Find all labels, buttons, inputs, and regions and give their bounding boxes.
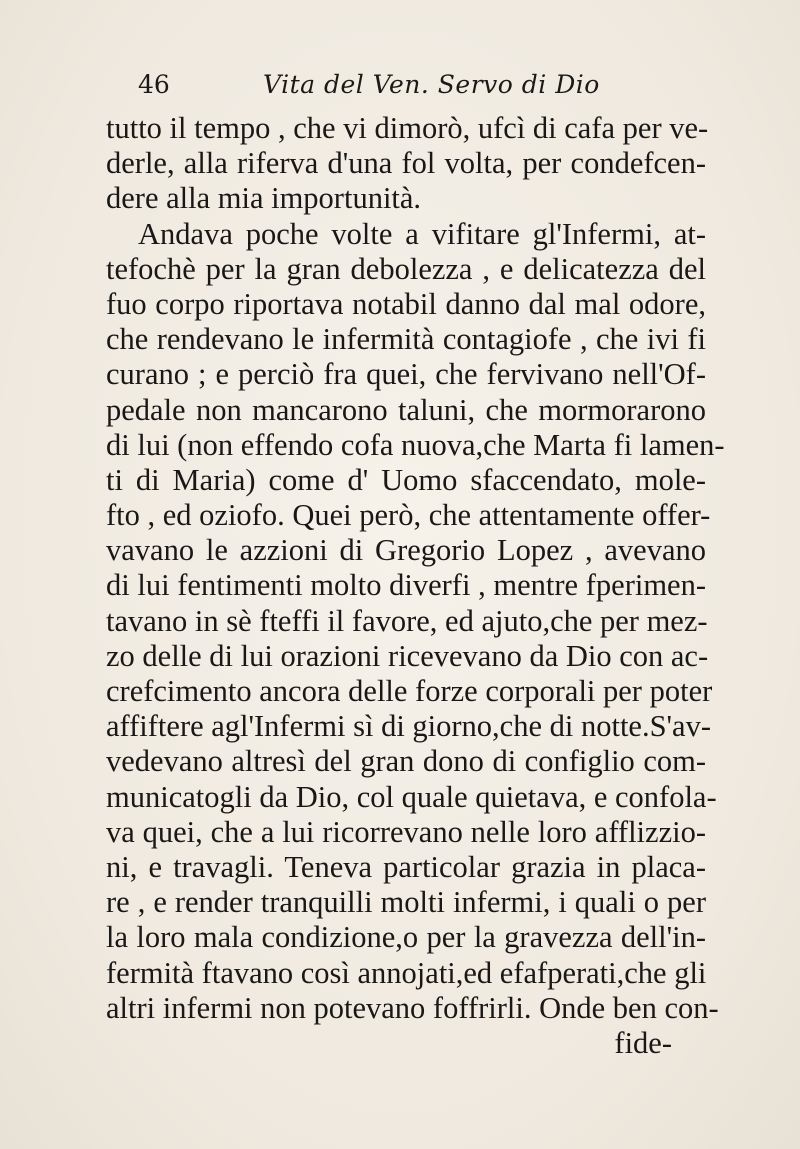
page-number: 46 xyxy=(138,70,170,99)
text-line: altri infermi non potevano foffrirli. Onde ben con- xyxy=(106,990,719,1025)
catchword: fide- xyxy=(614,1025,672,1060)
text-line: municatogli da Dio, col quale quietava, e confola- xyxy=(106,779,717,814)
text-line: la loro mala condizione,o per la gravezza dell'in- xyxy=(106,920,706,955)
text-line: ti di Maria) come d' Uomo sfaccendato, mole- xyxy=(106,462,706,497)
text-line: di lui fentimenti molto diverfi , mentre fperimen- xyxy=(106,568,706,603)
text-line: fermità ftavano così annojati,ed efafperati,che gli xyxy=(106,955,707,990)
running-title: Vita del Ven. Servo di Dio xyxy=(263,70,600,99)
text-line: re , e render tranquilli molti infermi, i quali o per xyxy=(106,885,706,920)
text-line: vedevano altresì del gran dono di configlio com- xyxy=(106,744,706,779)
text-line: vavano le azzioni di Gregorio Lopez , avevano xyxy=(106,533,706,568)
text-line: crefcimento ancora delle forze corporali per poter xyxy=(106,674,713,708)
text-line: tavano in sè fteffi il favore, ed ajuto,che per mez- xyxy=(106,603,708,638)
text-line: Andava poche volte a vifitare gl'Infermi, at- xyxy=(138,216,706,251)
text-line: che rendevano le infermità contagiofe , che ivi fi xyxy=(106,322,706,357)
text-line: fto , ed oziofo. Quei però, che attentamente offer- xyxy=(106,498,711,533)
text-line: ni, e travagli. Teneva particolar grazia in placa- xyxy=(106,849,706,884)
body-text xyxy=(106,111,725,1061)
text-line: derle, alla riferva d'una fol volta, per condefcen- xyxy=(106,146,706,181)
text-line: affiftere agl'Infermi sì di giorno,che di notte.S'av- xyxy=(106,709,711,744)
text-line: fuo corpo riportava notabil danno dal mal odore, xyxy=(106,286,706,321)
text-line: tefochè per la gran debolezza , e delicatezza del xyxy=(106,251,706,286)
text-line: dere alla mia importunità. xyxy=(106,181,422,216)
page-header xyxy=(138,70,698,110)
text-line: di lui (non effendo cofa nuova,che Marta fi lamen- xyxy=(106,427,725,462)
text-line: pedale non mancarono taluni, che mormorarono xyxy=(106,392,706,427)
text-line: curano ; e perciò fra quei, che fervivano nell'Of- xyxy=(106,357,706,392)
text-line: zo delle di lui orazioni ricevevano da Dio con ac- xyxy=(106,638,709,673)
text-line: tutto il tempo , che vi dimorò, ufcì di cafa per ve- xyxy=(106,111,709,145)
text-line: va quei, che a lui ricorrevano nelle loro afflizzio- xyxy=(106,814,706,849)
